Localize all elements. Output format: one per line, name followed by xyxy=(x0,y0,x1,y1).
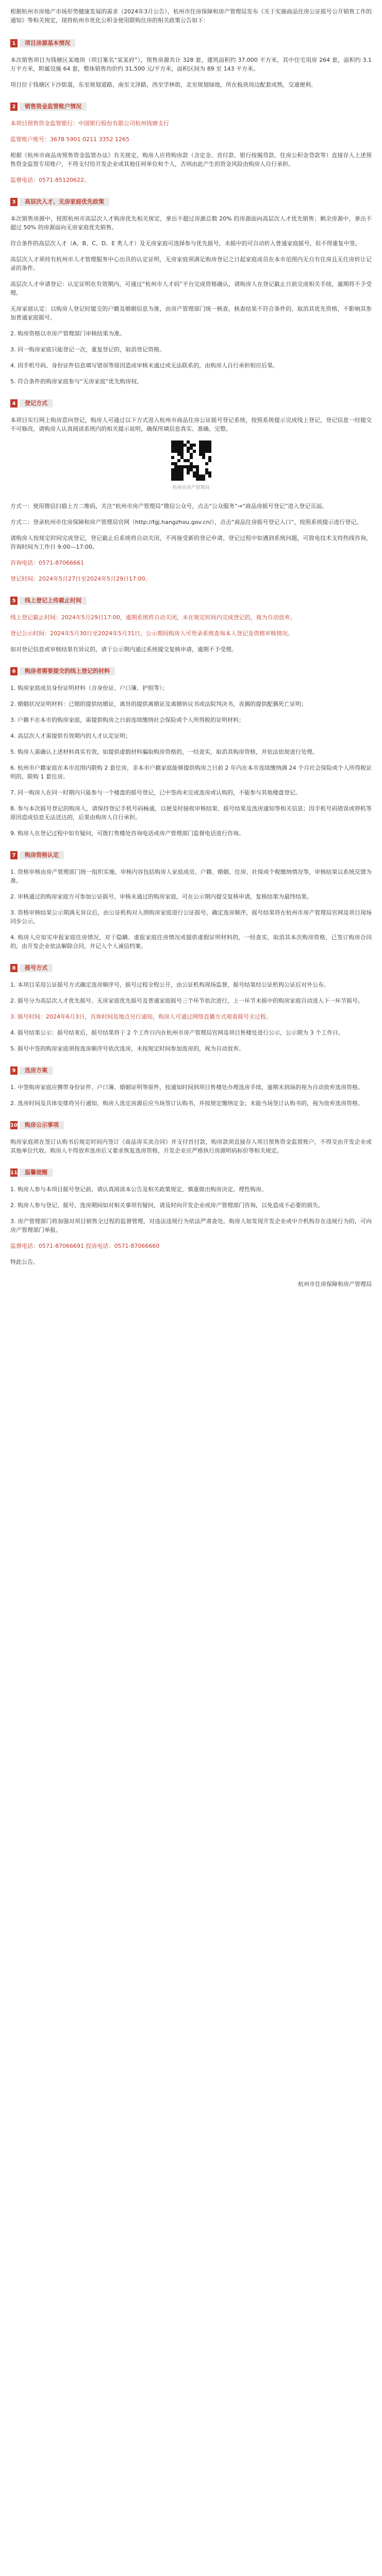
section-paragraph: 1. 资格审核由房产管理部门统一组织实施，审核内容包括购房人家庭成员、户籍、婚姻、住房、社保或个税缴纳情况等，审核结果以系统反馈为准。 xyxy=(10,869,372,884)
footer-signature: 杭州市住房保障和房产管理局 xyxy=(298,1281,372,1287)
section-paragraph: 8. 参与本次摇号登记的购房人，请保持登记手机号码畅通，以便及时接收审核结果、摇号结果及选房通知等相关信息；因手机号码错误或停机等原因造成信息无法送达的，后果由购房人自行承担。 xyxy=(10,805,372,821)
section-paragraph: 购房家庭须在签订认购书后规定时间内签订《商品房买卖合同》并支付首付款，购房款须直接存入项目预售资金监管账户，不得交由开发企业或其他单位代收。购房人不得放弃选房后又要求恢复选房资格，开发企业应严格执行房源明码标价等相关规定。 xyxy=(10,1139,372,1154)
section-11 xyxy=(10,1168,372,1266)
section-paragraph: 请购房人按规定时间完成登记，登记截止后系统将自动关闭，不再接受新的登记申请。登记过程中如遇到系统问题，可致电技术支持热线咨询，咨询时间为工作日 9:00—17:00。 xyxy=(10,535,372,550)
section-paragraph: 3. 户籍不在本市的购房家庭，需提供购房之日前连续缴纳社会保险或个人所得税的证明材料； xyxy=(10,717,244,723)
qr-caption: 杭州市房产管理局 xyxy=(172,485,210,490)
section-paragraph: 1. 购房家庭成员身份证明材料（含身份证、户口簿、护照等）； xyxy=(10,685,168,691)
section-paragraph: 5. 购房人需确认上述材料真实有效，如提供虚假材料骗取购房资格的，一经查实，取消其购房资格，并依法依规进行处理。 xyxy=(10,749,318,755)
section-paragraph: 本项目实行网上购房意向登记，购房人可通过以下方式进入杭州市商品住房公证摇号登记系统，按照系统提示完成线上登记，登记信息一经提交不可修改。请购房人认真阅读系统内的相关提示说明，确保所填信息真实、准确、完整。 xyxy=(10,417,372,432)
section-paragraph: 监管账户账号：3678 5901 0211 3352 1265 xyxy=(10,136,129,143)
section-heading xyxy=(10,399,372,408)
section-heading xyxy=(10,39,372,47)
section-5 xyxy=(10,597,372,654)
section-paragraph: 2. 婚姻状况证明材料：已婚的提供结婚证，离异的提供离婚证及离婚协议书或法院判决书，丧偶的提供配偶死亡证明； xyxy=(10,701,307,707)
section-paragraph: 高层次人才须持有杭州市人才管理服务中心出具的认定证明，无房家庭须满足购房登记之日起家庭成员在本市范围内无自有住房且无住房转让记录的条件。 xyxy=(10,256,372,272)
section-number-badge: 5 xyxy=(10,597,18,605)
section-paragraph: 方式一：使用微信扫描上方二维码，关注“杭州市房产管理局”微信公众号，点击“公众服务”→“商品房摇号登记”进入登记页面。 xyxy=(10,503,328,510)
section-paragraph: 5. 符合条件的购房家庭参与“无房家庭”优先购房权。 xyxy=(10,378,143,385)
section-heading xyxy=(10,667,372,675)
section-title: 温馨提醒 xyxy=(20,1168,53,1177)
section-title: 购房公示事项 xyxy=(20,1121,64,1129)
section-number-badge: 8 xyxy=(10,964,18,972)
sections-container xyxy=(10,39,372,1266)
section-paragraph: 本次销售房源中，按照杭州市高层次人才购房优先相关规定，拿出不超过房源总数 20% 的房源面向高层次人才优先销售；剩余房源中，拿出不超过 50% 的房源面向无房家庭优先销售。 xyxy=(10,215,372,231)
intro-paragraph: 根据杭州市房地产市场形势健康发展的需求（2024年3月公告），杭州市住房保障和房产管理局发布《关于实施商品住房公证摇号公开销售工作的通知》等相关规定，现将杭州市优化公积金使用限购住房的相关政策公告如下： xyxy=(10,8,372,24)
section-paragraph: 本次销售项目为钱塘区某地块（项目案名“某某府”），预售房源共计 328 套，建筑面积约 37,000 平方米，其中住宅用房 264 套，面积约 3.1 万平方米，附属设施 64 套，整体销售均价约 31,500 元/平方米，面积区间为 89 至 143 平方米。 xyxy=(10,57,372,72)
section-title: 登记方式 xyxy=(20,399,53,408)
section-paragraph: 项目位于钱塘区下沙街道，东至规划道路，南至文泽路，西至学林街，北至规划绿地，所在板块周边配套成熟，交通便利。 xyxy=(10,81,317,88)
section-paragraph: 1. 购房人参与本项目摇号登记前，请认真阅读本公告及相关政策规定，慎重做出购房决定，理性购房。 xyxy=(10,1186,267,1193)
section-title: 购房者需要提交的线上登记的材料 xyxy=(20,667,115,675)
section-paragraph: 3. 房产管理部门将加强对项目销售全过程的监督管理，对违法违规行为依法严肃查处。购房人如发现开发企业或中介机构存在违规行为的，可向房产管理部门举报。 xyxy=(10,1218,372,1233)
section-paragraph: 4. 高层次人才需提供有效期内的人才认定证明； xyxy=(10,733,131,739)
section-number-badge: 7 xyxy=(10,851,18,859)
section-paragraph: 根据《杭州市商品房预售资金监管办法》有关规定，购房人应将购房款（含定金、首付款、银行按揭贷款、住房公积金贷款等）直接存入上述预售资金监管专用账户，不得支付给开发企业或其他任何单位和个人，否则由此产生的资金风险由购房人自行承担。 xyxy=(10,152,372,167)
section-paragraph: 9. 购房人在登记过程中如有疑问，可拨打售楼处咨询电话或房产管理部门监督电话进行咨询。 xyxy=(10,830,244,837)
section-paragraph: 2. 购房人参与登记、摇号、选房期间如对相关事项有疑问，请及时向开发企业或房产管理部门咨询，以免造成不必要的损失。 xyxy=(10,1202,324,1209)
section-paragraph: 5. 摇号中签的购房家庭须按选房顺序号依次选房，未按规定时间参加选房的，视为自动放弃。 xyxy=(10,1045,244,1052)
section-number-badge: 10 xyxy=(10,1121,18,1129)
section-8 xyxy=(10,964,372,1053)
section-paragraph: 如对登记信息或审核结果有异议的，请于公示期内通过系统提交复核申请，逾期不予受理。 xyxy=(10,646,237,653)
qr-code-block xyxy=(10,440,372,493)
section-paragraph: 登记公示时间：2024年5月30日至2024年5月31日，公示期间购房人可登录系统查询本人登记及资格审核情况。 xyxy=(10,630,293,637)
section-paragraph: 1. 本项目采用公证摇号方式确定选房顺序号，摇号过程全程公开，由公证机构现场监督，摇号结果经公证机构公证后对外公布。 xyxy=(10,981,329,988)
section-paragraph: 2. 摇号分为高层次人才优先摇号、无房家庭优先摇号及普通家庭摇号三个环节依次进行，上一环节未摇中的购房家庭自动进入下一环节摇号。 xyxy=(10,997,363,1004)
section-number-badge: 1 xyxy=(10,39,18,47)
section-title: 摇号方式 xyxy=(20,964,53,972)
section-title: 购房资格认定 xyxy=(20,851,64,859)
section-paragraph: 监督电话：0571-85120622。 xyxy=(10,177,90,183)
section-paragraph: 4. 因手机号码、身份证件信息填写错误等原因造成审核未通过或无法联系的，由购房人自行承担相应后果。 xyxy=(10,362,278,369)
section-heading xyxy=(10,851,372,859)
section-number-badge: 9 xyxy=(10,1066,18,1075)
section-title: 高层次人才、无房家庭优先政策 xyxy=(20,198,109,206)
section-heading xyxy=(10,964,372,972)
section-3 xyxy=(10,198,372,386)
section-paragraph: 3. 摇号时间：2024年6月3日，具体时间及地点另行通知，购房人可通过网络直播方式观看摇号全过程。 xyxy=(10,1013,272,1020)
section-paragraph: 2. 选房时间及具体安排将另行通知，购房人选定房源后应当场签订认购书，并按规定缴纳定金；未能当场签订认购书的，视为放弃选房资格。 xyxy=(10,1100,363,1107)
section-paragraph: 1. 中签购房家庭应携带身份证件、户口簿、婚姻证明等原件，按通知时间到项目售楼处办理选房手续，逾期未到场的视为自动放弃选房资格。 xyxy=(10,1084,363,1091)
section-paragraph: 2. 购房资格以市房产管理部门审核结果为准。 xyxy=(10,330,125,337)
section-heading xyxy=(10,198,372,206)
section-paragraph: 高层次人才申请登记：认定证明在有效期内，可通过“杭州市人才码”平台完成资格确认，请购房人在登记截止日前完成相关手续，逾期将不予受理。 xyxy=(10,281,372,296)
section-number-badge: 3 xyxy=(10,198,18,206)
section-heading xyxy=(10,597,372,605)
announcement xyxy=(10,7,372,1289)
section-paragraph: 7. 同一购房人在同一时期内只能参与一个楼盘的摇号登记，已中签尚未完成选房或认购的，不能参与其他楼盘登记。 xyxy=(10,789,301,796)
section-paragraph: 特此公告。 xyxy=(10,1259,39,1265)
section-paragraph: 登记时间：2024年5月27日至2024年5月29日17:00。 xyxy=(10,575,151,582)
section-4 xyxy=(10,399,372,583)
section-title: 选房方案 xyxy=(20,1066,53,1075)
qr-code-icon[interactable] xyxy=(171,440,211,481)
section-paragraph: 4. 购房人应如实申报家庭住房情况，对于隐瞒、虚报家庭住房情况或提供虚假证明材料的，一经查实，取消其本次购房资格，已签订购房合同的，由开发企业依法解除合同，并记入个人诚信档案。 xyxy=(10,934,372,950)
section-title: 项目房源基本情况 xyxy=(20,39,75,47)
section-title: 线上登记上传截止时间 xyxy=(20,597,87,605)
section-heading xyxy=(10,1168,372,1177)
section-paragraph: 方式二：登录杭州市住房保障和房产管理局官网（http://fgj.hangzhou.gov.cn/），点击“商品住房摇号登记入口”，按照系统提示进行登记。 xyxy=(10,519,362,526)
section-heading xyxy=(10,1121,372,1129)
section-paragraph: 4. 摇号结果公示：摇号结束后，摇号结果将于 2 个工作日内在杭州市房产管理局官网及项目售楼处进行公示，公示期为 3 个工作日。 xyxy=(10,1029,344,1036)
section-10 xyxy=(10,1121,372,1155)
section-paragraph: 无房家庭认定：以购房人登记时提交的户籍及婚姻信息为准，由房产管理部门统一核查，核查结果不符合条件的，取消其优先资格，不影响其参加普通家庭摇号。 xyxy=(10,306,372,321)
section-number-badge: 2 xyxy=(10,103,18,111)
section-paragraph: 咨询电话：0571-87066661 xyxy=(10,560,84,566)
section-paragraph: 监督电话：0571-87066691 投诉电话：0571-87066660 xyxy=(10,1243,160,1249)
section-6 xyxy=(10,667,372,838)
section-paragraph: 线上登记截止时间：2024年5月29日17:00，逾期系统将自动关闭，未在规定时间内完成登记的，视为自动放弃。 xyxy=(10,614,296,621)
section-paragraph: 3. 资格审核结果公示期满无异议后，由公证机构对入围购房家庭进行公证摇号，确定选房顺序，摇号结果将在杭州市房产管理局官网及项目现场同步公示。 xyxy=(10,909,372,925)
section-paragraph: 符合条件的高层次人才（A、B、C、D、E 类人才）及无房家庭可选择参与优先摇号，未摇中的可自动转入普通家庭摇号，但不得重复中签。 xyxy=(10,240,361,247)
section-heading xyxy=(10,1066,372,1075)
section-2 xyxy=(10,103,372,184)
section-title: 销售资金监管账户情况 xyxy=(20,103,87,111)
section-paragraph: 本项目预售资金监管银行：中国银行股份有限公司杭州钱塘支行 xyxy=(10,120,169,127)
section-1 xyxy=(10,39,372,89)
section-9 xyxy=(10,1066,372,1108)
section-heading xyxy=(10,103,372,111)
section-number-badge: 4 xyxy=(10,399,18,408)
section-paragraph: 3. 同一购房家庭只能登记一次，重复登记的，取消登记资格。 xyxy=(10,346,165,353)
section-number-badge: 11 xyxy=(10,1168,18,1177)
section-7 xyxy=(10,851,372,951)
section-number-badge: 6 xyxy=(10,667,18,675)
section-paragraph: 2. 审核通过的购房家庭方可参加公证摇号，审核未通过的购房家庭，可在公示期内提交复核申请，复核结果为最终结果。 xyxy=(10,893,312,900)
section-paragraph: 6. 杭州市户籍家庭在本市范围内限购 2 套住房，非本市户籍家庭能够提供购房之日前 2 年内在本市连续缴纳满 24 个月社会保险或个人所得税证明的，限购 1 套住房。 xyxy=(10,765,372,780)
